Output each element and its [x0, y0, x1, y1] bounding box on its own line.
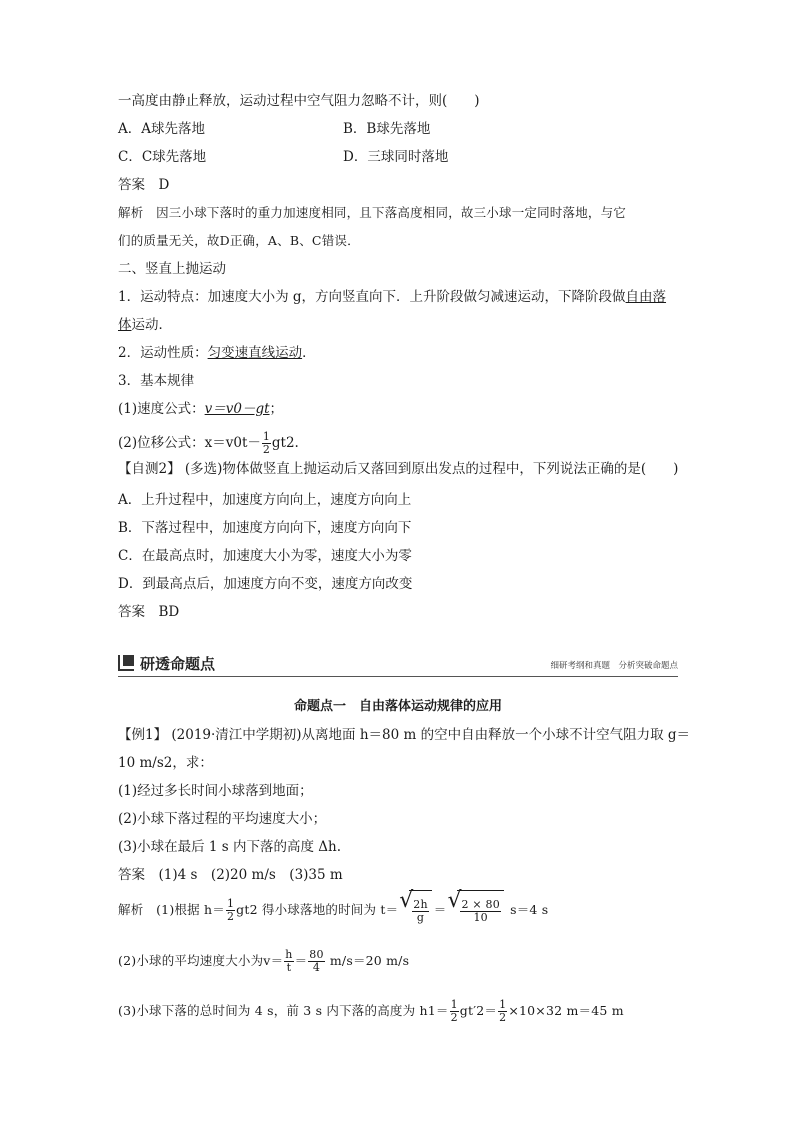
sqrt [400, 890, 431, 931]
analysis-step-1: 解析 (1)根据 h＝ $\frac{1}{2}$ gt2 得小球落地的时间为 t＝ √ $\frac{2h}{g}$ ＝ √ $\frac{2 \times 80}{10}$ s＝4 s [118, 890, 548, 930]
formula-velocity: (1)速度公式：v＝v0－gt； [118, 401, 284, 417]
fraction: $\frac{1}{2}$ [499, 998, 507, 1024]
answer: 答案 (1)4 s (2)20 m/s (3)35 m [118, 867, 343, 883]
banner-title: 研透命题点 [140, 655, 216, 673]
paragraph: 体运动． [118, 317, 172, 333]
option-d: D．三球同时落地 [343, 149, 449, 165]
analysis-step-3: (3)小球下落的总时间为 4 s，前 3 s 内下落的高度为 h1＝ $\frac{1}{2}$ gt′2＝ $\frac{1}{2}$ ×10×32 m＝45 m [118, 998, 624, 1024]
banner-icon [118, 655, 134, 671]
analysis: 解析 因三小球下落时的重力加速度相同，且下落高度相同，故三小球一定同时落地，与它 [118, 205, 627, 220]
fraction: $\frac{1}{2}$ [262, 430, 270, 456]
formula-displacement: (2)位移公式：x＝v0t－ $\frac{1}{2}$ gt2. [118, 430, 299, 456]
fraction: √ $\frac{2h}{g}$ [413, 898, 428, 924]
example-stem: 【例1】 (2019·清江中学期初)从离地面 h＝80 m 的空中自由释放一个小球不计空气阻力取 g＝ [118, 727, 691, 743]
options-row [118, 148, 448, 166]
fraction: $\frac{80}{4}$ [309, 948, 324, 974]
fraction: √ $\frac{2 \times 80}{10}$ [461, 898, 500, 924]
sub-question: (2)小球下落过程的平均速度大小； [118, 811, 327, 827]
fraction: $\frac{h}{t}$ [285, 948, 293, 974]
option-c: C．在最高点时，加速度大小为零，速度大小为零 [118, 548, 412, 564]
option-b: B．下落过程中，加速度方向向下，速度方向向下 [118, 520, 412, 536]
option-d: D．到最高点后，加速度方向不变，速度方向改变 [118, 576, 413, 592]
sub-question: (3)小球在最后 1 s 内下落的高度 Δh. [118, 839, 342, 855]
answer: 答案 D [118, 177, 170, 193]
fraction: $\frac{1}{2}$ [450, 998, 458, 1024]
question-stem: 【自测2】 (多选)物体做竖直上抛运动后又落回到原出发点的过程中，下列说法正确的是( ) [118, 461, 679, 477]
analysis-step-2: (2)小球的平均速度大小为v＝ $\frac{h}{t}$ ＝ $\frac{80}{4}$ m/s＝20 m/s [118, 948, 410, 974]
question-stem: 一高度由静止释放，运动过程中空气阻力忽略不计，则( ) [118, 93, 480, 109]
section-heading: 二、竖直上抛运动 [118, 261, 226, 277]
topic-heading: 命题点一 自由落体运动规律的应用 [293, 699, 502, 714]
options-row [118, 120, 430, 138]
paragraph: 1．运动特点：加速度大小为 g，方向竖直向下．上升阶段做匀减速运动，下降阶段做自由落 [118, 289, 667, 305]
paragraph: 3．基本规律 [118, 373, 195, 389]
option-a: A．上升过程中，加速度方向向上，速度方向向上 [118, 492, 412, 508]
option-a: A．A球先落地 [118, 121, 205, 137]
example-stem: 10 m/s2，求： [118, 755, 213, 771]
fraction: $\frac{1}{2}$ [226, 897, 235, 923]
sqrt [448, 890, 503, 931]
section-banner [118, 652, 678, 677]
answer: 答案 BD [118, 604, 180, 620]
sub-question: (1)经过多长时间小球落到地面； [118, 783, 313, 799]
analysis: 们的质量无关，故D正确，A、B、C错误． [118, 233, 360, 248]
banner-subtitle: 细研考纲和真题 分析突破命题点 [550, 661, 678, 671]
option-c: C．C球先落地 [118, 149, 207, 165]
paragraph: 2．运动性质：匀变速直线运动． [118, 345, 316, 361]
option-b: B．B球先落地 [343, 121, 431, 137]
